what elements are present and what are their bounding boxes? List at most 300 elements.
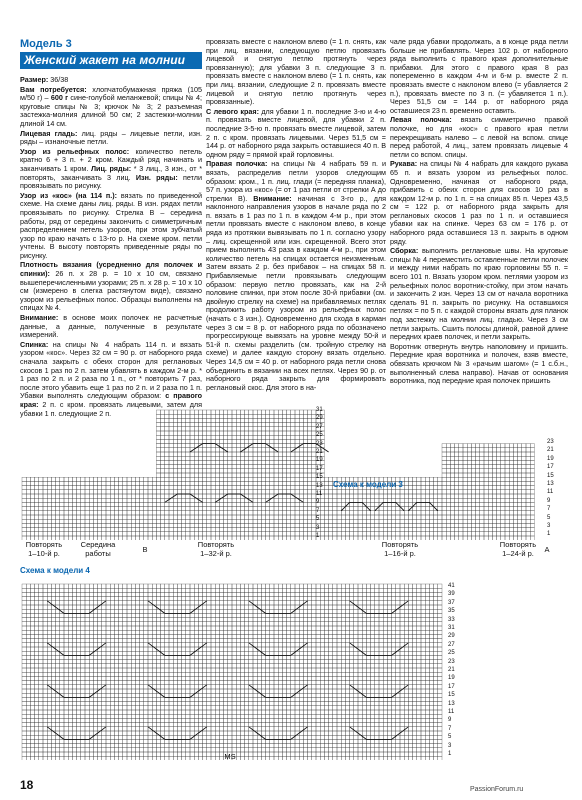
chart-cell bbox=[173, 588, 177, 592]
chart-cell bbox=[186, 423, 190, 427]
chart-cell bbox=[261, 452, 265, 456]
chart-cell bbox=[56, 490, 60, 494]
chart-cell bbox=[219, 685, 223, 689]
chart-cell bbox=[270, 452, 274, 456]
chart-cell bbox=[47, 681, 51, 685]
chart-cell bbox=[123, 515, 127, 519]
chart-cell bbox=[165, 473, 169, 477]
chart-cell bbox=[341, 519, 345, 523]
chart-cell bbox=[72, 588, 76, 592]
chart-cell bbox=[64, 744, 68, 748]
chart-cell bbox=[215, 439, 219, 443]
chart-cell bbox=[165, 756, 169, 760]
chart-cell bbox=[140, 697, 144, 701]
chart-cell bbox=[261, 523, 265, 527]
chart-cell bbox=[144, 626, 148, 630]
chart-cell bbox=[152, 481, 156, 485]
chart-cell bbox=[30, 528, 34, 532]
chart-cell bbox=[509, 494, 513, 498]
chart-cell bbox=[182, 622, 186, 626]
chart-cell bbox=[165, 697, 169, 701]
chart-cell bbox=[30, 723, 34, 727]
chart-cell bbox=[81, 718, 85, 722]
chart-cell bbox=[186, 739, 190, 743]
chart-cell bbox=[215, 588, 219, 592]
chart-cell bbox=[253, 444, 257, 448]
row-number: 23 bbox=[316, 440, 323, 447]
chart-cell bbox=[110, 693, 114, 697]
chart-cell bbox=[215, 710, 219, 714]
chart-cell bbox=[102, 664, 106, 668]
chart-cell bbox=[106, 672, 110, 676]
chart-cell bbox=[450, 456, 454, 460]
chart-cell bbox=[186, 714, 190, 718]
chart-cell bbox=[144, 731, 148, 735]
chart-cell bbox=[228, 592, 232, 596]
chart-cell bbox=[467, 536, 471, 540]
chart-cell bbox=[484, 473, 488, 477]
chart-cell bbox=[56, 477, 60, 481]
chart-cell bbox=[68, 502, 72, 506]
chart-cell bbox=[224, 460, 228, 464]
chart-cell bbox=[119, 744, 123, 748]
chart-cell bbox=[165, 444, 169, 448]
chart-cell bbox=[203, 414, 207, 418]
chart-cell bbox=[177, 630, 181, 634]
chart-cell bbox=[110, 643, 114, 647]
chart-cell bbox=[114, 630, 118, 634]
chart-cell bbox=[190, 507, 194, 511]
chart-cell bbox=[39, 748, 43, 752]
chart-cell bbox=[224, 731, 228, 735]
chart-cell bbox=[161, 490, 165, 494]
chart-cell bbox=[219, 668, 223, 672]
chart-cell bbox=[215, 639, 219, 643]
chart-cell bbox=[492, 460, 496, 464]
chart-cell bbox=[232, 676, 236, 680]
chart-cell bbox=[43, 756, 47, 760]
chart-cell bbox=[240, 528, 244, 532]
chart-cell bbox=[274, 502, 278, 506]
chart-cell bbox=[131, 660, 135, 664]
chart-cell bbox=[114, 609, 118, 613]
chart-cell bbox=[186, 681, 190, 685]
chart-cell bbox=[169, 507, 173, 511]
chart-cell bbox=[165, 681, 169, 685]
chart-cell bbox=[148, 536, 152, 540]
chart-cell bbox=[72, 626, 76, 630]
chart-cell bbox=[177, 473, 181, 477]
chart-cell bbox=[190, 444, 194, 448]
chart-cell bbox=[39, 507, 43, 511]
chart-cell bbox=[442, 498, 446, 502]
chart-cell bbox=[102, 744, 106, 748]
chart-cell bbox=[144, 613, 148, 617]
chart-cell bbox=[505, 456, 509, 460]
chart-cell bbox=[450, 502, 454, 506]
chart-cell bbox=[186, 490, 190, 494]
chart-cell bbox=[144, 660, 148, 664]
chart-cell bbox=[429, 511, 433, 515]
chart-cell bbox=[350, 519, 354, 523]
chart-cell bbox=[152, 639, 156, 643]
chart-cell bbox=[93, 702, 97, 706]
chart-cell bbox=[114, 477, 118, 481]
chart-cell bbox=[177, 613, 181, 617]
chart-cell bbox=[43, 706, 47, 710]
chart-cell bbox=[219, 502, 223, 506]
chart-cell bbox=[270, 486, 274, 490]
chart-cell bbox=[379, 519, 383, 523]
chart-cell bbox=[324, 536, 328, 540]
chart-cell bbox=[173, 756, 177, 760]
chart-cell bbox=[30, 605, 34, 609]
chart-cell bbox=[400, 511, 404, 515]
chart-cell bbox=[438, 523, 442, 527]
chart-cell bbox=[320, 519, 324, 523]
chart-cell bbox=[119, 528, 123, 532]
chart-cell bbox=[26, 528, 30, 532]
chart-cell bbox=[177, 681, 181, 685]
chart-cell bbox=[274, 435, 278, 439]
chart-cell bbox=[299, 523, 303, 527]
chart-cell bbox=[26, 735, 30, 739]
chart-cell bbox=[509, 532, 513, 536]
chart-cell bbox=[39, 693, 43, 697]
chart-cell bbox=[245, 523, 249, 527]
chart-cell bbox=[198, 465, 202, 469]
chart-cell bbox=[417, 486, 421, 490]
chart-cell bbox=[215, 601, 219, 605]
chart-cell bbox=[89, 528, 93, 532]
chart-cell bbox=[198, 439, 202, 443]
chart-cell bbox=[177, 528, 181, 532]
chart-cell bbox=[203, 584, 207, 588]
chart-cell bbox=[278, 427, 282, 431]
chart-cell bbox=[320, 507, 324, 511]
chart-cell bbox=[173, 452, 177, 456]
chart-cell bbox=[81, 756, 85, 760]
chart-cell bbox=[341, 515, 345, 519]
chart-cell bbox=[169, 744, 173, 748]
chart-cell bbox=[253, 532, 257, 536]
chart-cell bbox=[387, 498, 391, 502]
chart-cell bbox=[476, 498, 480, 502]
chart-cell bbox=[270, 431, 274, 435]
chart-cell bbox=[169, 630, 173, 634]
chart-cell bbox=[459, 536, 463, 540]
chart-cell bbox=[60, 477, 64, 481]
chart-cell bbox=[26, 498, 30, 502]
chart-cell bbox=[35, 685, 39, 689]
chart-cell bbox=[203, 452, 207, 456]
chart-cell bbox=[471, 519, 475, 523]
chart-cell bbox=[253, 523, 257, 527]
chart-cell bbox=[429, 477, 433, 481]
chart-cell bbox=[341, 490, 345, 494]
chart-cell bbox=[43, 494, 47, 498]
chart-cell bbox=[186, 676, 190, 680]
chart-cell bbox=[513, 473, 517, 477]
chart-cell bbox=[320, 532, 324, 536]
chart-cell bbox=[282, 465, 286, 469]
chart-cell bbox=[77, 502, 81, 506]
chart-cell bbox=[114, 660, 118, 664]
chart-cell bbox=[119, 672, 123, 676]
chart-cell bbox=[215, 511, 219, 515]
chart-cell bbox=[173, 613, 177, 617]
chart-cell bbox=[408, 515, 412, 519]
chart-cell bbox=[106, 731, 110, 735]
chart-cell bbox=[257, 473, 261, 477]
chart-cell bbox=[182, 702, 186, 706]
chart-cell bbox=[224, 490, 228, 494]
chart-cell bbox=[22, 605, 26, 609]
chart-cell bbox=[333, 511, 337, 515]
row-number: 15 bbox=[547, 472, 554, 479]
chart-cell bbox=[219, 613, 223, 617]
chart-cell bbox=[186, 515, 190, 519]
chart-cell bbox=[295, 410, 299, 414]
chart-cell bbox=[161, 668, 165, 672]
chart-cell bbox=[211, 622, 215, 626]
chart-cell bbox=[35, 605, 39, 609]
chart-cell bbox=[308, 532, 312, 536]
row-number: 23 bbox=[547, 439, 554, 445]
chart-cell bbox=[387, 523, 391, 527]
chart-cell bbox=[186, 752, 190, 756]
chart-cell bbox=[219, 702, 223, 706]
chart-cell bbox=[362, 536, 366, 540]
chart-cell bbox=[93, 710, 97, 714]
chart-cell bbox=[438, 481, 442, 485]
chart-cell bbox=[77, 519, 81, 523]
chart-cell bbox=[148, 681, 152, 685]
chart-cell bbox=[85, 532, 89, 536]
chart-cell bbox=[207, 752, 211, 756]
chart-cell bbox=[194, 473, 198, 477]
chart-cell bbox=[513, 444, 517, 448]
chart-cell bbox=[446, 523, 450, 527]
chart-cell bbox=[186, 584, 190, 588]
chart-cell bbox=[106, 681, 110, 685]
chart-cell bbox=[123, 748, 127, 752]
chart-cell bbox=[47, 592, 51, 596]
chart-cell bbox=[324, 515, 328, 519]
chart-cell bbox=[77, 605, 81, 609]
chart-cell bbox=[85, 718, 89, 722]
chart-cell bbox=[228, 519, 232, 523]
chart-cell bbox=[68, 523, 72, 527]
chart-cell bbox=[119, 601, 123, 605]
chart-cell bbox=[446, 490, 450, 494]
chart-cell bbox=[39, 714, 43, 718]
chart-cell bbox=[68, 752, 72, 756]
chart-cell bbox=[68, 664, 72, 668]
chart-cell bbox=[299, 481, 303, 485]
chart-cell bbox=[186, 523, 190, 527]
chart-cell bbox=[144, 515, 148, 519]
chart-cell bbox=[98, 634, 102, 638]
chart-cell bbox=[194, 634, 198, 638]
chart-cell bbox=[110, 490, 114, 494]
chart-cell bbox=[30, 511, 34, 515]
chart-cell bbox=[232, 723, 236, 727]
chart-cell bbox=[362, 532, 366, 536]
chart-cell bbox=[182, 668, 186, 672]
chart-cell bbox=[194, 532, 198, 536]
chart-cell bbox=[81, 727, 85, 731]
chart-cell bbox=[408, 477, 412, 481]
chart-cell bbox=[190, 756, 194, 760]
chart-cell bbox=[119, 523, 123, 527]
chart-cell bbox=[85, 626, 89, 630]
chart-cell bbox=[89, 668, 93, 672]
chart-cell bbox=[366, 502, 370, 506]
chart-cell bbox=[194, 613, 198, 617]
chart-cell bbox=[291, 473, 295, 477]
chart-cell bbox=[198, 490, 202, 494]
chart-cell bbox=[173, 584, 177, 588]
chart-cell bbox=[274, 452, 278, 456]
chart-cell bbox=[379, 507, 383, 511]
chart-cell bbox=[488, 490, 492, 494]
chart-cell bbox=[114, 718, 118, 722]
chart-cell bbox=[308, 448, 312, 452]
chart-cell bbox=[81, 494, 85, 498]
chart-cell bbox=[186, 702, 190, 706]
chart-cell bbox=[383, 528, 387, 532]
chart-cell bbox=[169, 723, 173, 727]
chart-cell bbox=[127, 609, 131, 613]
chart-cell bbox=[148, 718, 152, 722]
chart-cell bbox=[26, 702, 30, 706]
chart-cell bbox=[224, 444, 228, 448]
chart-cell bbox=[102, 723, 106, 727]
chart-cell bbox=[56, 676, 60, 680]
chart-cell bbox=[484, 498, 488, 502]
chart-cell bbox=[135, 748, 139, 752]
chart-cell bbox=[215, 718, 219, 722]
chart-cell bbox=[140, 613, 144, 617]
chart-cell bbox=[450, 486, 454, 490]
chart-cell bbox=[492, 481, 496, 485]
chart-cell bbox=[530, 473, 534, 477]
chart-cell bbox=[270, 418, 274, 422]
chart-cell bbox=[228, 528, 232, 532]
chart-cell bbox=[98, 706, 102, 710]
chart-cell bbox=[224, 718, 228, 722]
chart-cell bbox=[215, 410, 219, 414]
chart-cell bbox=[182, 723, 186, 727]
chart-cell bbox=[211, 494, 215, 498]
chart-cell bbox=[203, 634, 207, 638]
chart-cell bbox=[119, 634, 123, 638]
chart-cell bbox=[173, 460, 177, 464]
chart-cell bbox=[161, 477, 165, 481]
chart-cell bbox=[203, 494, 207, 498]
chart-cell bbox=[446, 465, 450, 469]
chart-cell bbox=[190, 431, 194, 435]
chart-cell bbox=[106, 651, 110, 655]
chart-cell bbox=[438, 486, 442, 490]
chart-cell bbox=[30, 588, 34, 592]
chart-cell bbox=[22, 664, 26, 668]
chart-cell bbox=[93, 714, 97, 718]
chart-cell bbox=[39, 626, 43, 630]
chart-cell bbox=[56, 718, 60, 722]
chart-cell bbox=[261, 410, 265, 414]
chart-cell bbox=[463, 532, 467, 536]
chart-cell bbox=[232, 727, 236, 731]
chart-cell bbox=[110, 660, 114, 664]
chart-cell bbox=[203, 626, 207, 630]
chart-cell bbox=[68, 511, 72, 515]
row-number: 5 bbox=[316, 516, 320, 523]
chart-cell bbox=[177, 431, 181, 435]
chart-cell bbox=[173, 423, 177, 427]
chart-cell bbox=[60, 519, 64, 523]
chart-cell bbox=[505, 515, 509, 519]
chart-cell bbox=[194, 668, 198, 672]
chart-cell bbox=[190, 597, 194, 601]
chart-cell bbox=[106, 685, 110, 689]
chart-cell bbox=[215, 427, 219, 431]
chart-cell bbox=[165, 727, 169, 731]
chart-cell bbox=[123, 727, 127, 731]
chart-cell bbox=[114, 735, 118, 739]
chart-cell bbox=[135, 494, 139, 498]
chart-cell bbox=[119, 731, 123, 735]
chart-cell bbox=[228, 718, 232, 722]
chart-cell bbox=[224, 706, 228, 710]
chart-cell bbox=[362, 511, 366, 515]
chart-cell bbox=[224, 739, 228, 743]
chart-cell bbox=[287, 418, 291, 422]
chart-cell bbox=[501, 456, 505, 460]
chart-cell bbox=[484, 523, 488, 527]
chart-cell bbox=[194, 431, 198, 435]
chart-cell bbox=[152, 597, 156, 601]
chart-cell bbox=[161, 723, 165, 727]
chart-cell bbox=[60, 490, 64, 494]
chart-cell bbox=[72, 597, 76, 601]
chart-cell bbox=[194, 676, 198, 680]
chart-cell bbox=[51, 515, 55, 519]
chart-cell bbox=[261, 519, 265, 523]
chart-cell bbox=[249, 486, 253, 490]
chart-cell bbox=[106, 626, 110, 630]
chart-cell bbox=[106, 507, 110, 511]
chart-cell bbox=[236, 523, 240, 527]
chart-cell bbox=[463, 494, 467, 498]
chart-cell bbox=[232, 519, 236, 523]
chart-cell bbox=[98, 511, 102, 515]
chart-cell bbox=[186, 748, 190, 752]
chart-cell bbox=[198, 626, 202, 630]
chart-cell bbox=[450, 469, 454, 473]
chart-cell bbox=[232, 731, 236, 735]
chart-cell bbox=[127, 536, 131, 540]
chart-cell bbox=[203, 473, 207, 477]
chart-cell bbox=[240, 519, 244, 523]
chart-cell bbox=[182, 494, 186, 498]
chart-cell bbox=[26, 486, 30, 490]
chart-cell bbox=[240, 444, 244, 448]
chart-cell bbox=[207, 706, 211, 710]
chart-cell bbox=[207, 410, 211, 414]
chart-cell bbox=[240, 410, 244, 414]
